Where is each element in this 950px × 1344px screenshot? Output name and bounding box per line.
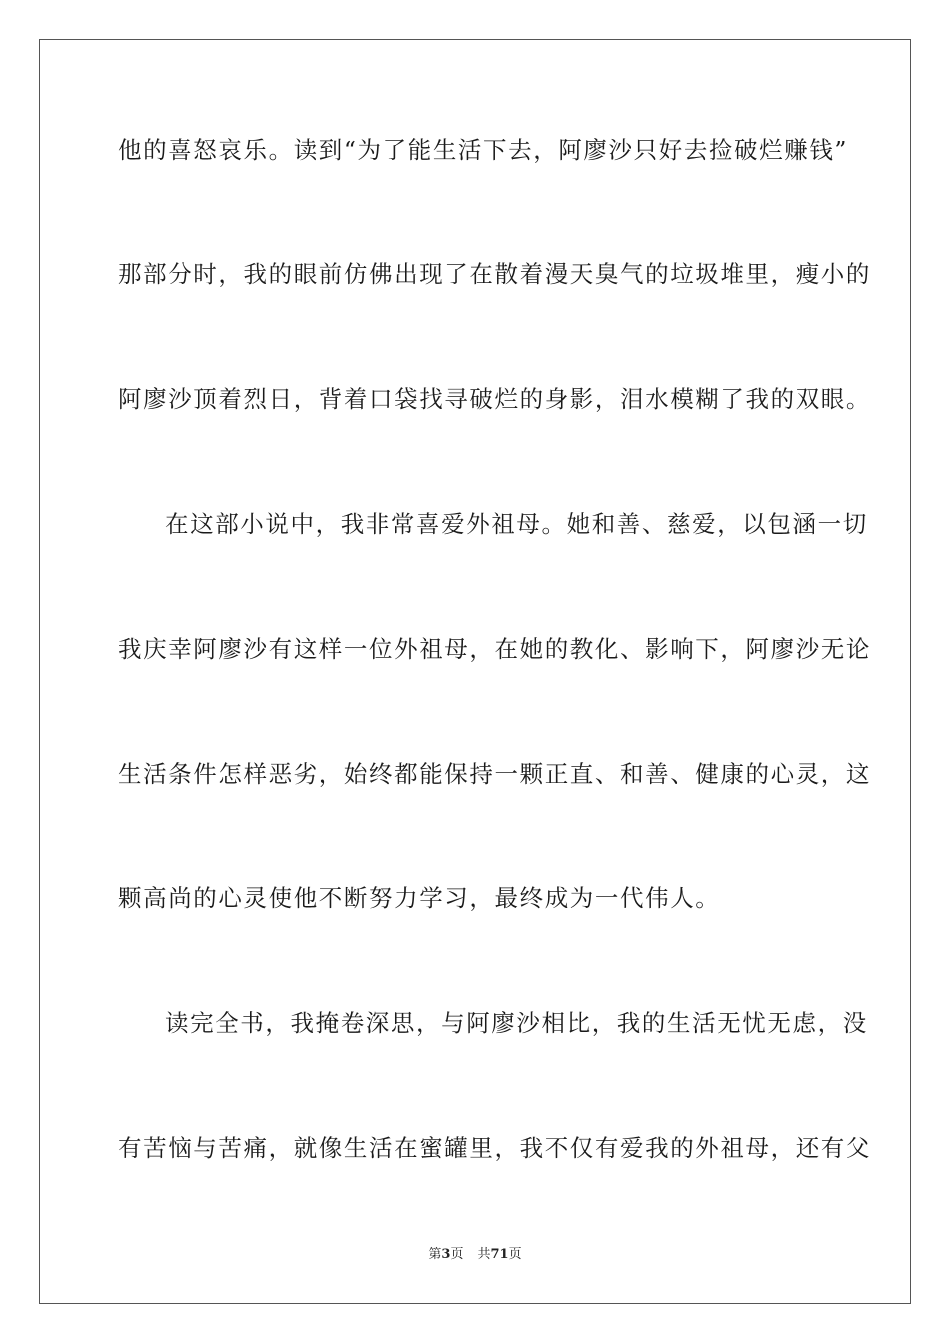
- body-line-1: 他的喜怒哀乐。读到“为了能生活下去，阿廖沙只好去捡破烂赚钱”: [118, 136, 849, 164]
- page-number: 3: [441, 1247, 451, 1262]
- page-prefix: 第: [428, 1247, 442, 1262]
- body-line-3: 阿廖沙顶着烈日，背着口袋找寻破烂的身影，泪水模糊了我的双眼。: [118, 385, 871, 413]
- body-line-5: 我庆幸阿廖沙有这样一位外祖母，在她的教化、影响下，阿廖沙无论: [118, 635, 871, 663]
- page-suffix: 页: [450, 1247, 464, 1262]
- body-line-7: 颗高尚的心灵使他不断努力学习，最终成为一代伟人。: [118, 884, 721, 912]
- body-line-9: 有苦恼与苦痛，就像生活在蜜罐里，我不仅有爱我的外祖母，还有父: [118, 1134, 871, 1162]
- body-line-2: 那部分时，我的眼前仿佛出现了在散着漫天臭气的垃圾堆里，瘦小的: [118, 260, 871, 288]
- page-border: [39, 39, 911, 1304]
- total-pages: 71: [490, 1247, 509, 1262]
- body-line-4: 在这部小说中，我非常喜爱外祖母。她和善、慈爱，以包涵一切: [165, 510, 868, 538]
- body-line-8: 读完全书，我掩卷深思，与阿廖沙相比，我的生活无忧无虑，没: [165, 1009, 868, 1037]
- body-line-6: 生活条件怎样恶劣，始终都能保持一颗正直、和善、健康的心灵，这: [118, 760, 871, 788]
- total-prefix: 共: [477, 1247, 491, 1262]
- total-suffix: 页: [508, 1247, 522, 1262]
- page-footer: [0, 1246, 950, 1264]
